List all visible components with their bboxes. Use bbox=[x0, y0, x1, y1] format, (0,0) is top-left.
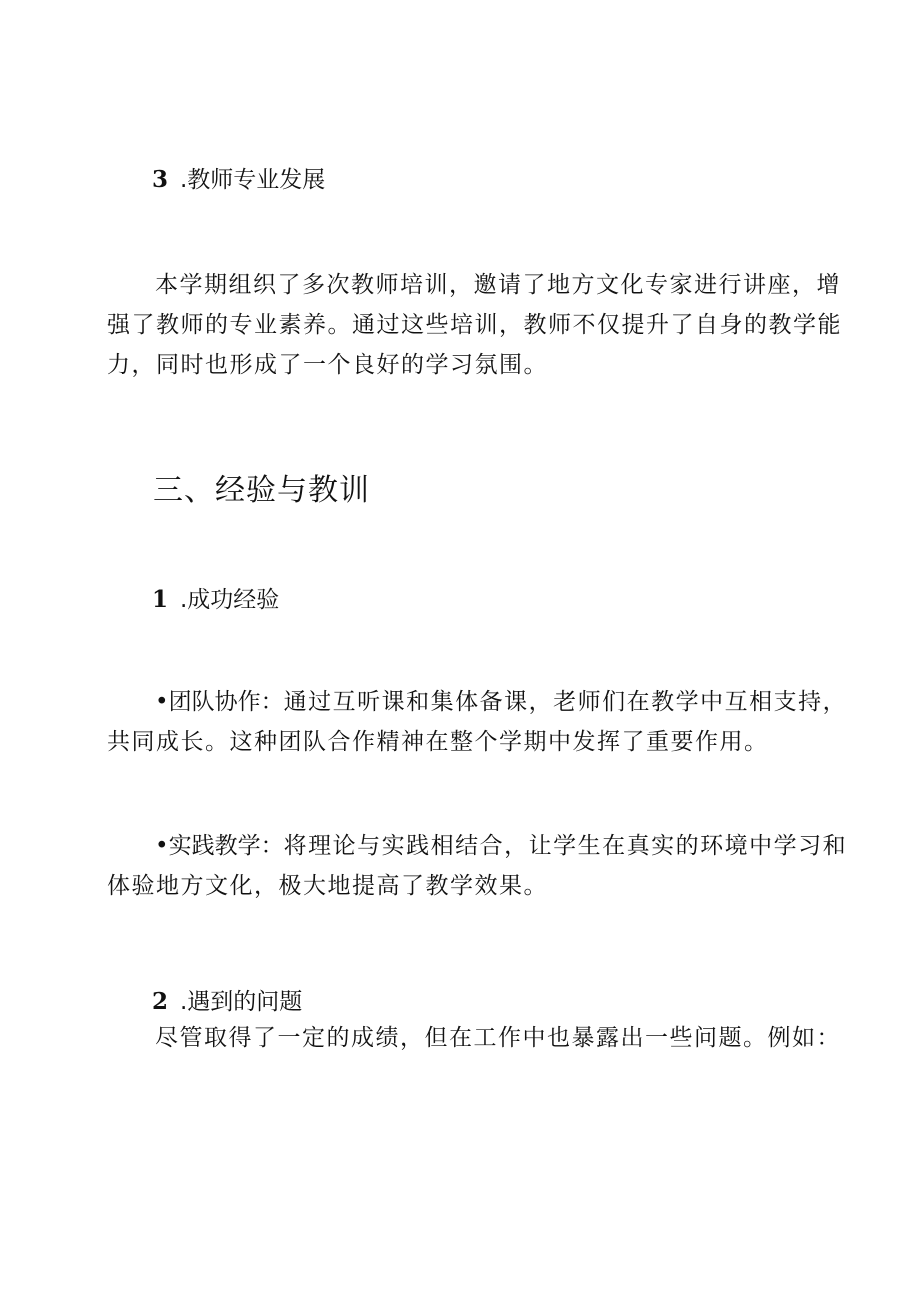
bullet-text: 通过互听课和集体备课，老师们在教学中互相支持， bbox=[283, 689, 848, 715]
subsection-heading-success bbox=[152, 585, 279, 615]
teacher-development-paragraph bbox=[107, 265, 842, 385]
subsection-number: 2 bbox=[152, 988, 169, 1015]
bullet-line: 共同成长。这种团队合作精神在整个学期中发挥了重要作用。 bbox=[107, 729, 769, 755]
paragraph-line: 力，同时也形成了一个良好的学习氛围。 bbox=[107, 352, 548, 378]
bullet-label: •团队协作： bbox=[155, 689, 284, 715]
bullet-team-collaboration bbox=[107, 682, 848, 762]
subsection-heading-problems bbox=[152, 987, 302, 1017]
bullet-line: 体验地方文化，极大地提高了教学效果。 bbox=[107, 873, 548, 899]
bullet-line bbox=[107, 826, 848, 866]
bullet-practical-teaching bbox=[107, 826, 848, 906]
subsection-title: .成功经验 bbox=[180, 587, 280, 613]
paragraph-line: 强了教师的专业素养。通过这些培训，教师不仅提升了自身的教学能 bbox=[107, 312, 842, 338]
section-heading-teacher-development bbox=[152, 165, 325, 195]
bullet-line bbox=[107, 682, 848, 722]
subsection-title: .遇到的问题 bbox=[180, 989, 303, 1015]
bullet-label: •实践教学： bbox=[155, 833, 284, 859]
problems-paragraph bbox=[107, 1018, 841, 1058]
bullet-text: 将理论与实践相结合，让学生在真实的环境中学习和 bbox=[283, 833, 848, 859]
section-number: 3 bbox=[152, 166, 169, 193]
chapter-heading-experience-lessons: 三、经验与教训 bbox=[153, 473, 370, 508]
subsection-number: 1 bbox=[152, 586, 169, 613]
section-title: .教师专业发展 bbox=[180, 167, 326, 193]
paragraph-line: 本学期组织了多次教师培训，邀请了地方文化专家进行讲座，增 bbox=[155, 272, 841, 298]
paragraph-line: 尽管取得了一定的成绩，但在工作中也暴露出一些问题。例如： bbox=[155, 1025, 841, 1051]
